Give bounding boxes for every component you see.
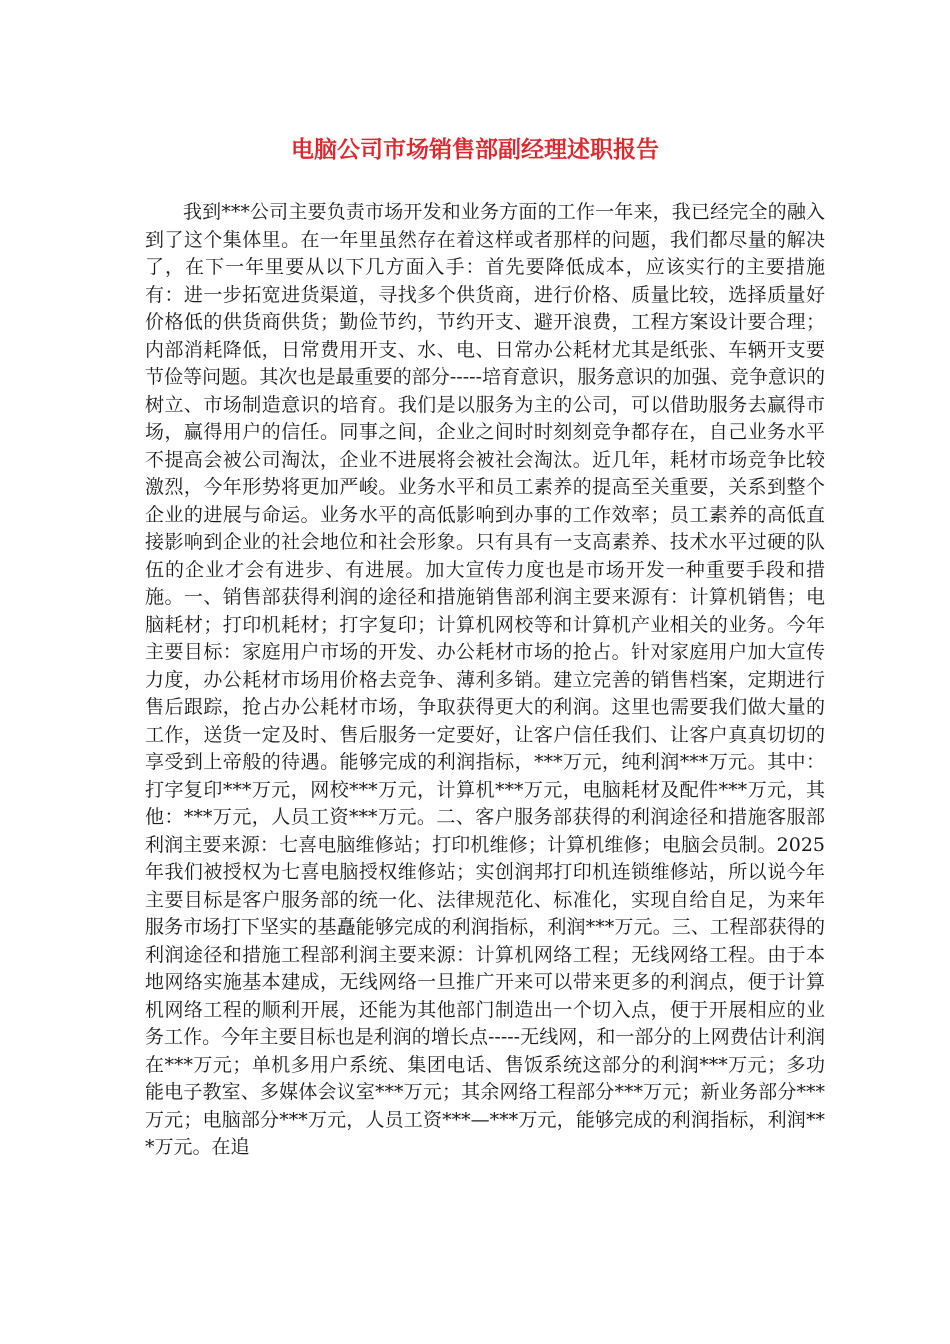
body-paragraph: 我到***公司主要负责市场开发和业务方面的工作一年来，我已经完全的融入到了这个集体里。在一年里虽然存在着这样或者那样的问题，我们都尽量的解决了，在下一年里要从以下几方面入手：首先要降低成本，应该实行的主要措施有：进一步拓宽进货渠道，寻找多个供货商，进行价格、质量比较，选择质量好价格低的供货商供货；勤俭节约，节约开支、避开浪费，工程方案设计要合理；内部消耗降低，日常费用开支、水、电、日常办公耗材尤其是纸张、车辆开支要节俭等问题。其次也是最重要的部分-----培育意识，服务意识的加强、竞争意识的树立、市场制造意识的培育。我们是以服务为主的公司，可以借助服务去赢得市场，赢得用户的信任。同事之间，企业之间时时刻刻竞争都存在，自己业务水平不提高会被公司淘汰，企业不进展将会被社会淘汰。近几年，耗材市场竞争比较激烈，今年形势将更加严峻。业务水平和员工素养的提高至关重要，关系到整个企业的进展与命运。业务水平的高低影响到办事的工作效率；员工素养的高低直接影响到企业的社会地位和社会形象。只有具有一支高素养、技术水平过硬的队伍的企业才会有进步、有进展。加大宣传力度也是市场开发一种重要手段和措施。一、销售部获得利润的途径和措施销售部利润主要来源有：计算机销售；电脑耗材；打印机耗材；打字复印；计算机网校等和计算机产业相关的业务。今年主要目标：家庭用户市场的开发、办公耗材市场的抢占。针对家庭用户加大宣传力度，办公耗材市场用价格去竞争、薄利多销。建立完善的销售档案，定期进行售后跟踪，抢占办公耗材市场，争取获得更大的利润。这里也需要我们做大量的工作，送货一定及时、售后服务一定要好，让客户信任我们、让客户真真切切的享受到上帝般的待遇。能够完成的利润指标，***万元，纯利润***万元。其中：打字复印***万元，网校***万元，计算机***万元，电脑耗材及配件***万元，其他：***万元，人员工资***万元。二、客户服务部获得的利润途径和措施客服部利润主要来源：七喜电脑维修站；打印机维修；计算机维修；电脑会员制。2025年我们被授权为七喜电脑授权维修站；实创润邦打印机连锁维修站，所以说今年主要目标是客户服务部的统一化、法律规范化、标准化，实现自给自足，为来年服务市场打下坚实的基矗能够完成的利润指标，利润***万元。三、工程部获得的利润途径和措施工程部利润主要来源：计算机网络工程；无线网络工程。由于本地网络实施基本建成，无线网络一旦推广开来可以带来更多的利润点，便于计算机网络工程的顺利开展，还能为其他部门制造出一个切入点，便于开展相应的业务工作。今年主要目标也是利润的增长点-----无线网，和一部分的上网费估计利润在***万元；单机多用户系统、集团电话、售饭系统这部分的利润***万元；多功能电子教室、多媒体会议室***万元；其余网络工程部分***万元；新业务部分***万元；电脑部分***万元，人员工资***—***万元，能够完成的利润指标，利润***万元。在追 [145, 201, 825, 1158]
document-title: 电脑公司市场销售部副经理述职报告 [291, 137, 659, 163]
